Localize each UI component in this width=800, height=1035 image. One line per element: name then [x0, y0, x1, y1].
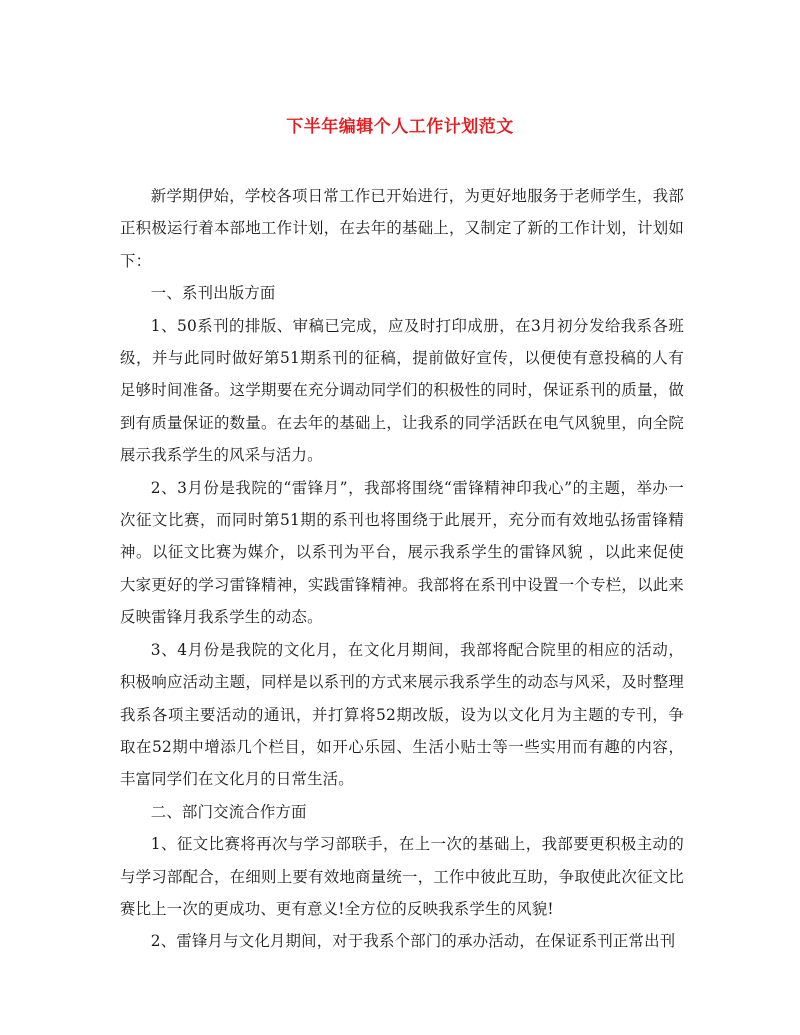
paragraph-cooperation-2: 2、雷锋月与文化月期间，对于我系个部门的承办活动，在保证系刊正常出刊: [150, 932, 676, 951]
paragraph-item-2: 2、3月份是我院的“雷锋月”，我部将围绕“雷锋精神印我心”的主题，举办一次征文比赛，而同时第51期的系刊也将围绕于此展开，充分而有效地弘扬雷锋精神。以征文比赛为媒介，以系刊为平台，展示我系学生的雷锋风貌 ，以此来促使大家更好的学习雷锋精神，实践雷锋精神。我部将在系刊中设置一个专栏，以此来反映雷锋月我系学生的动态。: [120, 478, 684, 627]
document-body: [120, 180, 684, 958]
section-heading-publication: 一、系刊出版方面: [150, 284, 276, 303]
paragraph-item-3: 3、4月份是我院的文化月，在文化月期间，我部将配合院里的相应的活动，积极响应活动主题，同样是以系刊的方式来展示我系学生的动态与风采，及时整理我系各项主要活动的通讯，并打算将52期改版，设为以文化月为主题的专刊，争取在52期中增添几个栏目，如开心乐园、生活小贴士等一些实用而有趣的内容，丰富同学们在文化月的日常生活。: [120, 640, 684, 789]
section-heading-cooperation: 二、部门交流合作方面: [150, 802, 307, 821]
paragraph-cooperation-1: 1、征文比赛将再次与学习部联手，在上一次的基础上，我部要更积极主动的与学习部配合，在细则上要有效地商量统一，工作中彼此互助，争取使此次征文比赛比上一次的更成功、更有意义!全方位的反映我系学生的风貌!: [120, 835, 684, 918]
intro-paragraph: 新学期伊始，学校各项日常工作已开始进行，为更好地服务于老师学生，我部正积极运行着本部地工作计划，在去年的基础上，又制定了新的工作计划，计划如下：: [120, 187, 684, 270]
document-title: 下半年编辑个人工作计划范文: [286, 117, 514, 137]
paragraph-item-1: 1、50系刊的排版、审稿已完成，应及时打印成册，在3月初分发给我系各班级，并与此同时做好第51期系刊的征稿，提前做好宣传，以便使有意投稿的人有足够时间准备。这学期要在充分调动同学们的积极性的同时，保证系刊的质量，做到有质量保证的数量。在去年的基础上，让我系的同学活跃在电气风貌里，向全院展示我系学生的风采与活力。: [120, 316, 684, 465]
